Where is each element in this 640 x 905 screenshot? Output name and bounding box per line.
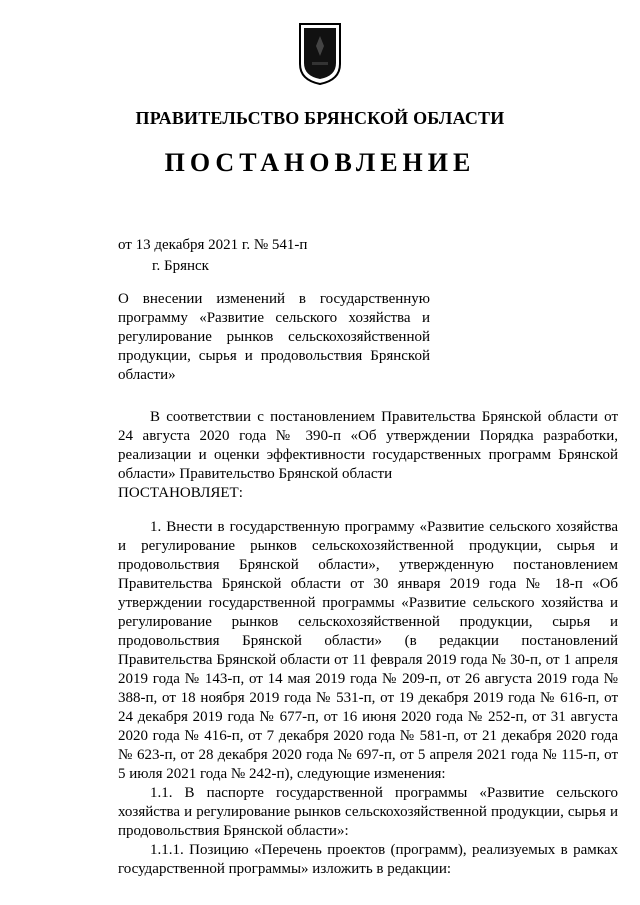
preamble-paragraph: В соответствии с постановлением Правительства Брянской области от 24 августа 2020 года № 390-п «Об утверждении Порядка разработки, реализации и оценки эффективности государственных программ Брянской области» Правительство Брянской области xyxy=(118,409,618,482)
item-1-paragraph: 1. Внести в государственную программу «Развитие сельского хозяйства и регулирование рынков сельскохозяйственной продукции, сырья и продовольствия Брянской области», утвержденную постановлением Правительства Брянской области от 30 января 2019 года № 18-п «Об утверждении государственной программы «Развитие сельского хозяйства и регулирование рынков сельскохозяйственной продукции, сырья и продовольствия Брянской области» (в редакции постановлений Правительства Брянской области от 11 февраля 2019 года № 30-п, от 1 апреля 2019 года № 143-п, от 14 мая 2019 года № 209-п, от 26 августа 2019 года № 388-п, от 18 ноября 2019 года № 531-п, от 19 декабря 2019 года № 616-п, от 24 декабря 2019 года № 677-п, от 16 июня 2020 года № 252-п, от 31 августа 2020 года № 416-п, от 7 декабря 2020 года № 581-п, от 21 декабря 2020 года № 623-п, от 28 декабря 2020 года № 697-п, от 5 апреля 2021 года № 115-п, от 5 июля 2021 года № 242-п), следующие изменения: xyxy=(118,519,618,782)
subject-text: О внесении изменений в государственную программу «Развитие сельского хозяйства и регулирование рынков сельскохозяйственной продукции, сырья и продовольствия Брянской области» xyxy=(118,291,430,383)
document-date-number: от 13 декабря 2021 г. № 541-п xyxy=(118,237,308,253)
document-city: г. Брянск xyxy=(152,258,209,274)
coat-of-arms-icon xyxy=(298,22,342,86)
document-subject xyxy=(118,290,430,385)
item-1-1-1-paragraph: 1.1.1. Позицию «Перечень проектов (программ), реализуемых в рамках государственной программы» изложить в редакции: xyxy=(118,842,618,877)
document-type-heading: ПОСТАНОВЛЕНИЕ xyxy=(164,148,476,177)
item-1-1-paragraph: 1.1. В паспорте государственной программы «Развитие сельского хозяйства и регулирование рынков сельскохозяйственной продукции, сырья и продовольствия Брянской области»: xyxy=(118,785,618,839)
resolves-label: ПОСТАНОВЛЯЕТ: xyxy=(118,485,243,501)
government-title: ПРАВИТЕЛЬСТВО БРЯНСКОЙ ОБЛАСТИ xyxy=(135,108,505,128)
document-body xyxy=(118,408,618,879)
